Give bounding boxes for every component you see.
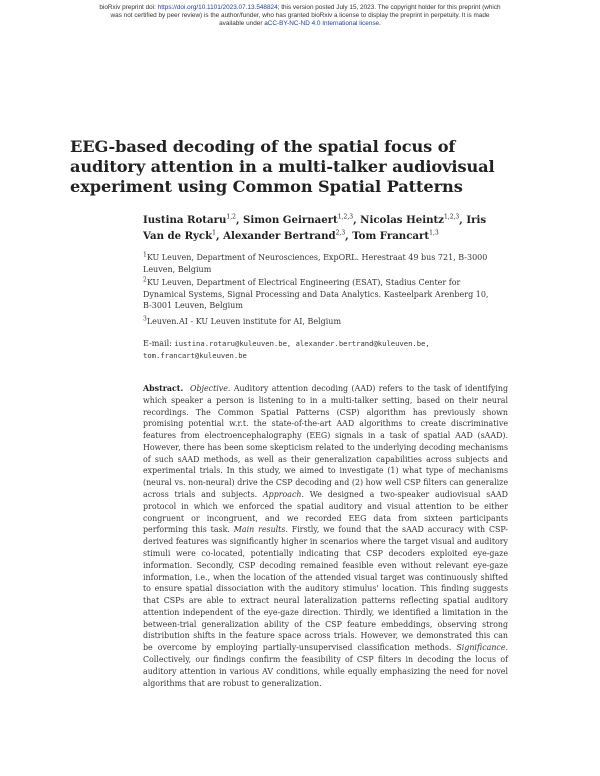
email-label: E-mail: xyxy=(143,339,175,348)
results-label: Main results. xyxy=(233,525,288,535)
abstract xyxy=(143,383,508,689)
doi-link[interactable]: https://doi.org/10.1101/2023.07.13.548824 xyxy=(157,4,278,11)
author: Simon Geirnaert$^{1,2,3}$, xyxy=(243,213,361,226)
banner-line-2: was not certified by peer review) is the author/funder, who has granted bioRxiv a license to display the preprint in perpetuity. It is made xyxy=(110,12,490,19)
approach-label: Approach. xyxy=(262,490,304,500)
paper-title: EEG-based decoding of the spatial focus of auditory attention in a multi-talker audiovisual experiment using Common Spatial Patterns xyxy=(70,137,495,196)
affiliation-1: $^1$KU Leuven, Department of Neurosciences, ExpORL. Herestraat 49 bus 721, B-3000 Leuven, Belgium xyxy=(143,251,488,274)
abstract-heading: Abstract. xyxy=(143,384,184,393)
affiliation-3: $^3$Leuven.AI - KU Leuven institute for AI, Belgium xyxy=(143,315,342,326)
objective-label: Objective. xyxy=(190,384,231,393)
author: Alexander Bertrand$^{2,3}$, xyxy=(223,229,353,242)
objective-text: Auditory attention decoding (AAD) refers to the task of identifying which speaker a person is listening to in a multi-talker setting, based on their neural recordings. The Common Spatial Patterns (CSP) algorithm has previously shown promising potential w.r.t. the state-of-the-art AAD algorithms to create discriminative features from electroencephalography (EEG) signals in a task of spatial AAD (sAAD). However, there has been some skepticism related to the underlying decoding mechanisms of such sAAD methods, as well as their generalization capabilities across subjects and experimental trials. In this study, we aimed to investigate (1) what type of mechanisms (neural vs. non-neural) drive the CSP decoding and (2) how well CSP filters can generalize across trials and subjects. xyxy=(143,384,508,500)
affiliation-2: $^2$KU Leuven, Department of Electrical Engineering (ESAT), Stadius Center for Dynamical Systems, Signal Processing and Data Analytics. Kasteelpark Arenberg 10, B-3001 Leuven, Belgium xyxy=(143,276,489,310)
significance-label: Significance. xyxy=(456,643,508,653)
banner-line-1: bioRxiv preprint doi: https://doi.org/10.1101/2023.07.13.548824; this version posted July 15, 2023. The copyright holder for this preprint (which xyxy=(99,4,501,11)
significance-text: Collectively, our findings confirm the feasibility of CSP filters in decoding the locus of auditory attention in various AV conditions, while equally emphasizing the need for novel algorithms that are robust to generalization. xyxy=(143,654,508,688)
license-link[interactable]: CC-BY-NC-ND 4.0 International license xyxy=(267,20,380,27)
author: Iustina Rotaru$^{1,2}$, xyxy=(143,213,244,226)
banner-line-3: available under aCC-BY-NC-ND 4.0 International license. xyxy=(219,20,381,27)
author-list xyxy=(143,212,493,244)
author: Iris Van de Ryck$^1$, xyxy=(143,214,487,242)
preprint-banner xyxy=(60,4,540,28)
approach-text: We designed a two-speaker audiovisual sAAD protocol in which we enforced the spatial auditory and visual attention to be either congruent or incongruent, and we recorded EEG data from sixteen participants performing this task. xyxy=(143,490,509,535)
email-block xyxy=(143,338,503,361)
author: Tom Francart$^{1,3}$ xyxy=(352,229,439,242)
email-addresses[interactable]: iustina.rotaru@kuleuven.be, alexander.bertrand@kuleuven.be, tom.francart@kuleuven.be xyxy=(143,339,430,360)
author: Nicolas Heintz$^{1,2,3}$, xyxy=(360,213,467,226)
results-text: Firstly, we found that the sAAD accuracy with CSP-derived features was significantly higher in scenarios where the target visual and auditory stimuli were co-located, potentially indicating that CSP decoders exploited eye-gaze information. Secondly, CSP decoding remained feasible even without relevant eye-gaze information, i.e., when the location of the attended visual target was continuously shifted to ensure spatial dissociation with the auditory stimulus' location. This finding suggests that CSPs are able to extract neural lateralization patterns reflecting spatial auditory attention independent of the eye-gaze direction. Thirdly, we identified a limitation in the between-trial generalization ability of the CSP feature embeddings, observing strong distribution shifts in the feature space across trials. However, we demonstrated this can be overcome by employing partially-unsupervised classification methods. xyxy=(143,525,508,653)
